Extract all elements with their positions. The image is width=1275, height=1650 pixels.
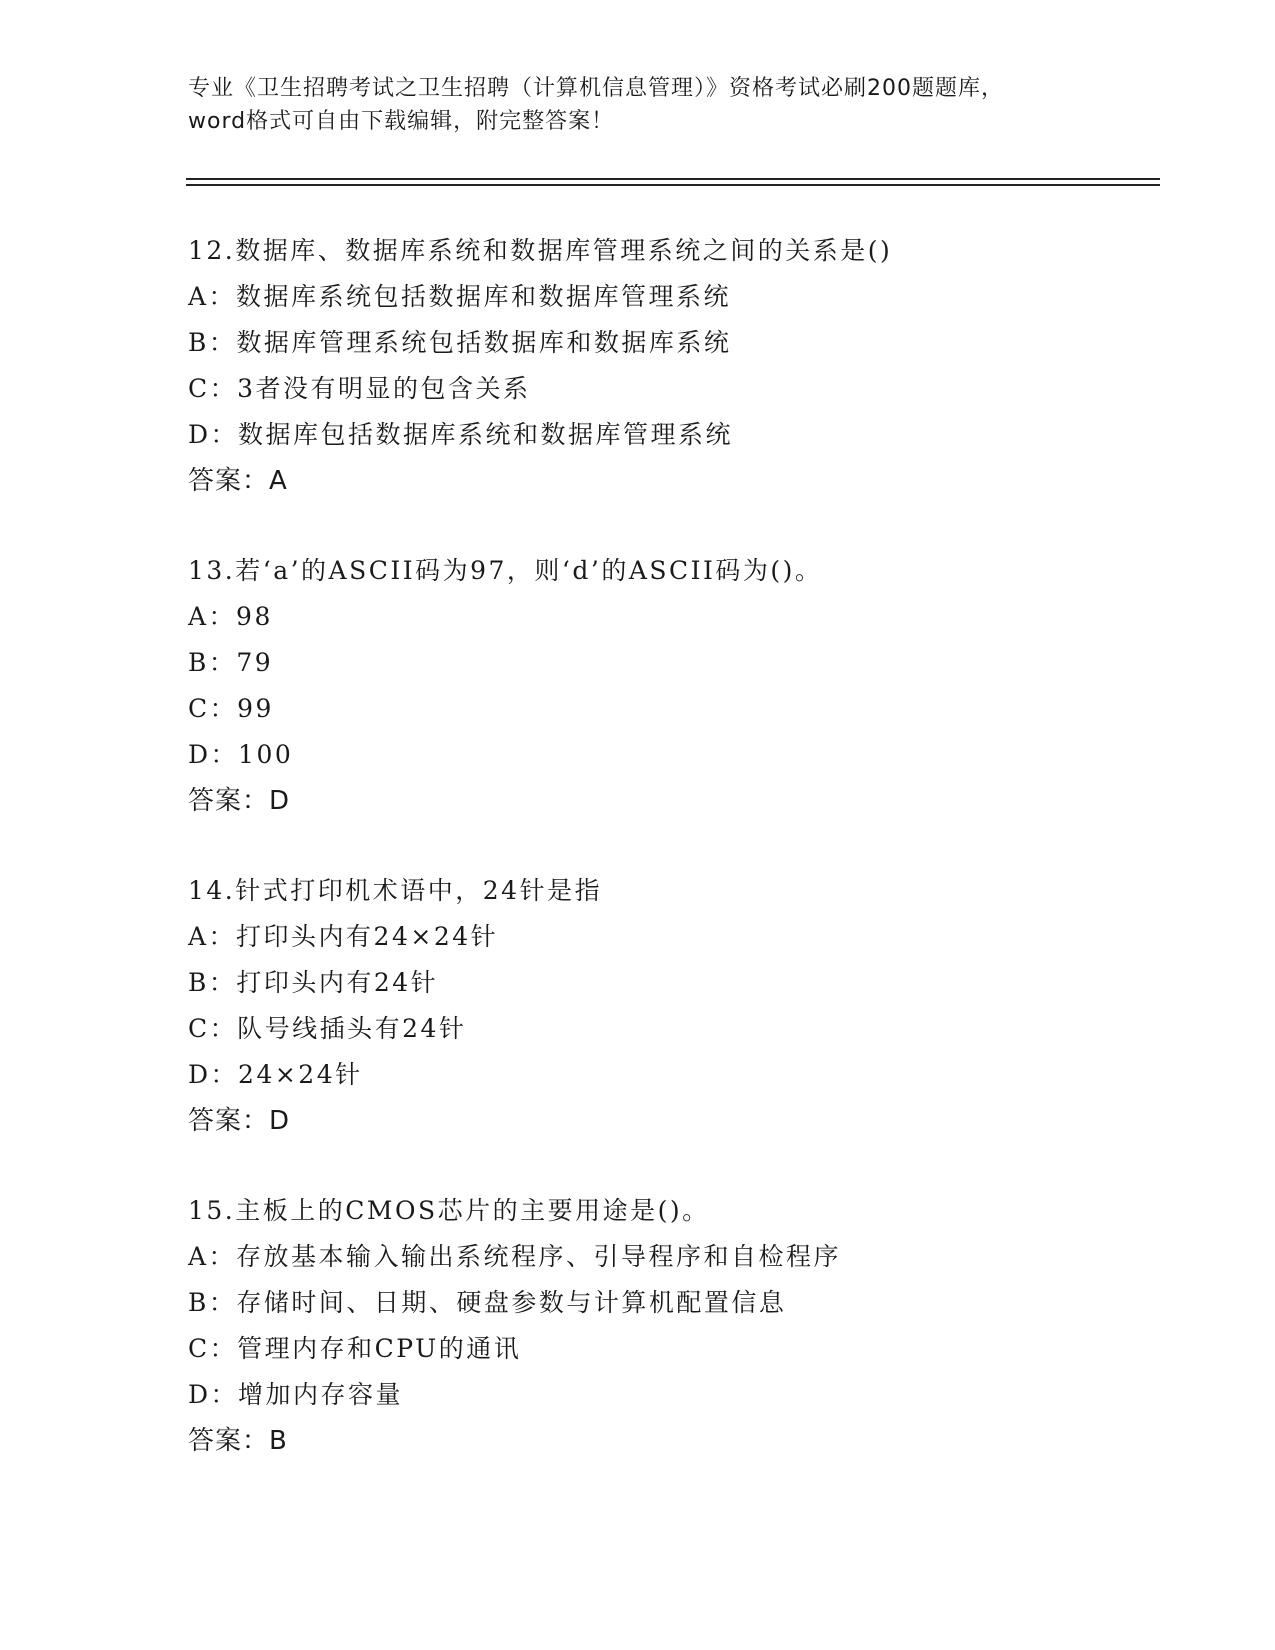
question-13 bbox=[188, 548, 1148, 824]
header-line-1: 专业《卫生招聘考试之卫生招聘（计算机信息管理）》资格考试必刷200题题库， bbox=[188, 76, 1004, 101]
question-stem: 13.若‘a’的ASCII码为97，则‘d’的ASCII码为()。 bbox=[188, 556, 823, 585]
option-a: A：存放基本输入输出系统程序、引导程序和自检程序 bbox=[188, 1242, 842, 1271]
answer: 答案：D bbox=[188, 1106, 291, 1136]
option-d: D：100 bbox=[188, 740, 294, 769]
question-stem: 12.数据库、数据库系统和数据库管理系统之间的关系是() bbox=[188, 236, 893, 265]
option-a: A：数据库系统包括数据库和数据库管理系统 bbox=[188, 282, 732, 311]
option-d: D：24×24针 bbox=[188, 1060, 363, 1089]
option-c: C：管理内存和CPU的通讯 bbox=[188, 1334, 522, 1363]
option-c: C：3者没有明显的包含关系 bbox=[188, 374, 531, 403]
option-b: B：打印头内有24针 bbox=[188, 968, 439, 997]
option-d: D：增加内存容量 bbox=[188, 1380, 404, 1409]
question-stem: 14.针式打印机术语中，24针是指 bbox=[188, 876, 603, 905]
question-15 bbox=[188, 1188, 1148, 1464]
option-a: A：打印头内有24×24针 bbox=[188, 922, 499, 951]
document-header bbox=[188, 72, 1088, 138]
option-b: B：存储时间、日期、硬盘参数与计算机配置信息 bbox=[188, 1288, 787, 1317]
option-d: D：数据库包括数据库系统和数据库管理系统 bbox=[188, 420, 734, 449]
option-b: B：79 bbox=[188, 648, 274, 677]
header-divider-bottom bbox=[186, 184, 1160, 186]
option-a: A：98 bbox=[188, 602, 273, 631]
answer: 答案：A bbox=[188, 466, 288, 496]
question-stem: 15.主板上的CMOS芯片的主要用途是()。 bbox=[188, 1196, 710, 1225]
option-c: C：队号线插头有24针 bbox=[188, 1014, 467, 1043]
answer: 答案：D bbox=[188, 786, 291, 816]
header-divider-top bbox=[186, 178, 1160, 180]
question-14 bbox=[188, 868, 1148, 1144]
option-b: B：数据库管理系统包括数据库和数据库系统 bbox=[188, 328, 732, 357]
header-line-2: word格式可自由下载编辑，附完整答案！ bbox=[188, 109, 615, 134]
option-c: C：99 bbox=[188, 694, 274, 723]
answer: 答案：B bbox=[188, 1426, 288, 1456]
question-12 bbox=[188, 228, 1148, 504]
